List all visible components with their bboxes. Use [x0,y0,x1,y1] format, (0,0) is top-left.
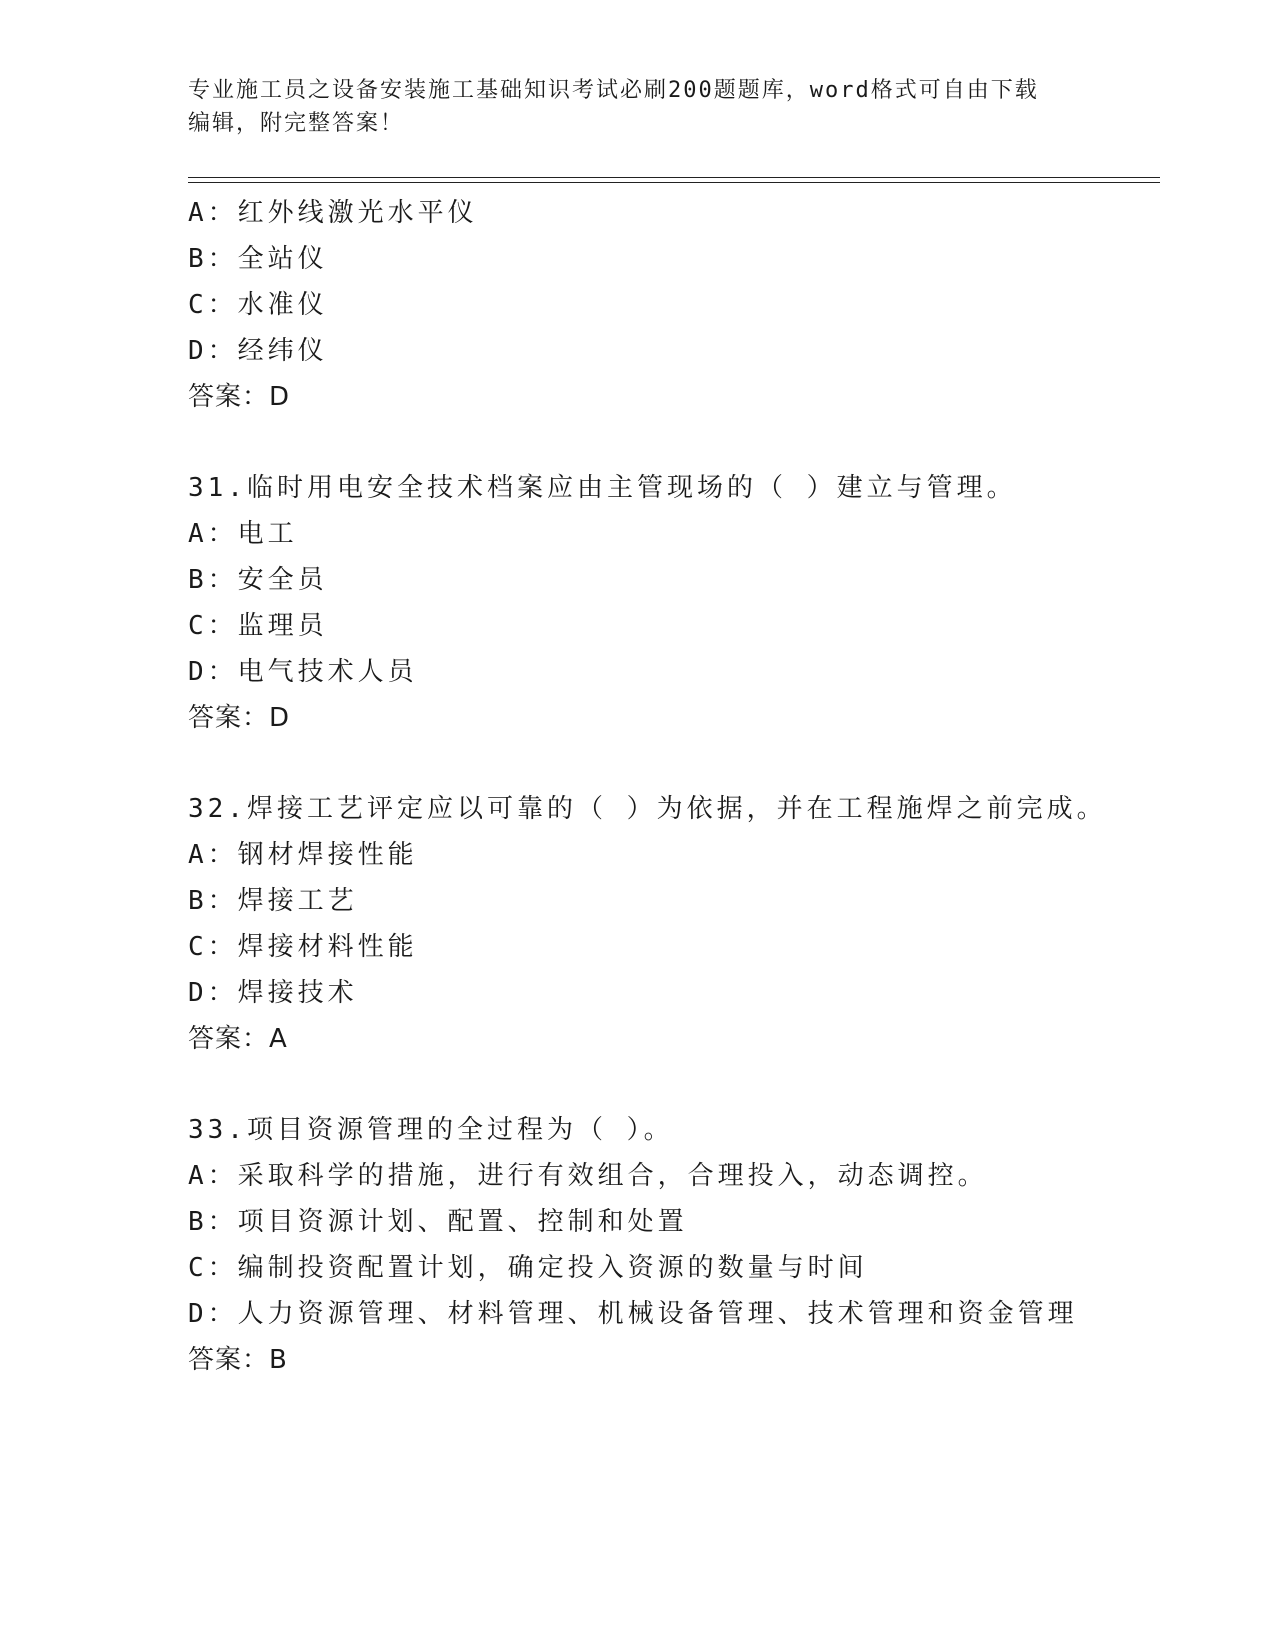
answer-line: 答案：A [188,1024,288,1054]
option-key: D： [188,336,238,366]
option-key: D： [188,978,238,1008]
answer-line: 答案：D [188,703,291,733]
question-stem: 33.项目资源管理的全过程为（ ）。 [188,1115,674,1145]
option-c [188,1245,1168,1291]
option-a [188,832,1168,878]
answer-line: 答案：B [188,1345,288,1375]
option-d [188,970,1168,1016]
option-text: 监理员 [237,611,328,641]
header-divider-top [188,177,1160,178]
option-key: A： [188,519,238,549]
question-stem: 31.临时用电安全技术档案应由主管现场的（ ）建立与管理。 [188,473,1017,503]
option-d [188,1291,1168,1337]
option-c [188,603,1168,649]
question-block [188,1107,1168,1383]
option-b [188,557,1168,603]
option-key: B： [188,565,238,595]
option-text: 全站仪 [237,244,328,274]
answer-line: 答案：D [188,382,291,412]
option-b [188,1199,1168,1245]
option-text: 经纬仪 [237,336,328,366]
header-title-line-1: 专业施工员之设备安装施工基础知识考试必刷200题题库，word格式可自由下载 [188,78,1039,103]
option-key: A： [188,198,238,228]
question-list [188,190,1168,1383]
option-key: D： [188,657,238,687]
option-key: C： [188,290,238,320]
option-key: B： [188,886,238,916]
option-text: 钢材焊接性能 [237,840,418,870]
option-a [188,511,1168,557]
option-c [188,282,1168,328]
option-key: D： [188,1299,238,1329]
option-text: 焊接材料性能 [237,932,418,962]
option-a [188,1153,1168,1199]
option-text: 电气技术人员 [237,657,418,687]
option-text: 安全员 [237,565,328,595]
option-c [188,924,1168,970]
option-text: 编制投资配置计划，确定投入资源的数量与时间 [237,1253,868,1283]
option-text: 焊接技术 [237,978,358,1008]
option-key: C： [188,1253,238,1283]
question-block [188,786,1168,1062]
option-d [188,328,1168,374]
option-text: 项目资源计划、配置、控制和处置 [237,1207,688,1237]
option-text: 红外线激光水平仪 [237,198,478,228]
option-key: C： [188,932,238,962]
header-title-line-2: 编辑，附完整答案！ [188,111,405,136]
option-text: 焊接工艺 [237,886,358,916]
option-key: A： [188,1161,238,1191]
option-text: 水准仪 [237,290,328,320]
option-text: 采取科学的措施，进行有效组合，合理投入，动态调控。 [237,1161,988,1191]
option-key: B： [188,1207,238,1237]
option-b [188,236,1168,282]
question-block [188,465,1168,741]
option-d [188,649,1168,695]
option-text: 电工 [237,519,298,549]
document-header [188,74,1088,140]
option-b [188,878,1168,924]
header-divider-bottom [188,182,1160,183]
question-block-continued [188,190,1168,420]
option-text: 人力资源管理、材料管理、机械设备管理、技术管理和资金管理 [237,1299,1078,1329]
option-a [188,190,1168,236]
option-key: C： [188,611,238,641]
option-key: A： [188,840,238,870]
option-key: B： [188,244,238,274]
question-stem: 32.焊接工艺评定应以可靠的（ ）为依据，并在工程施焊之前完成。 [188,794,1107,824]
